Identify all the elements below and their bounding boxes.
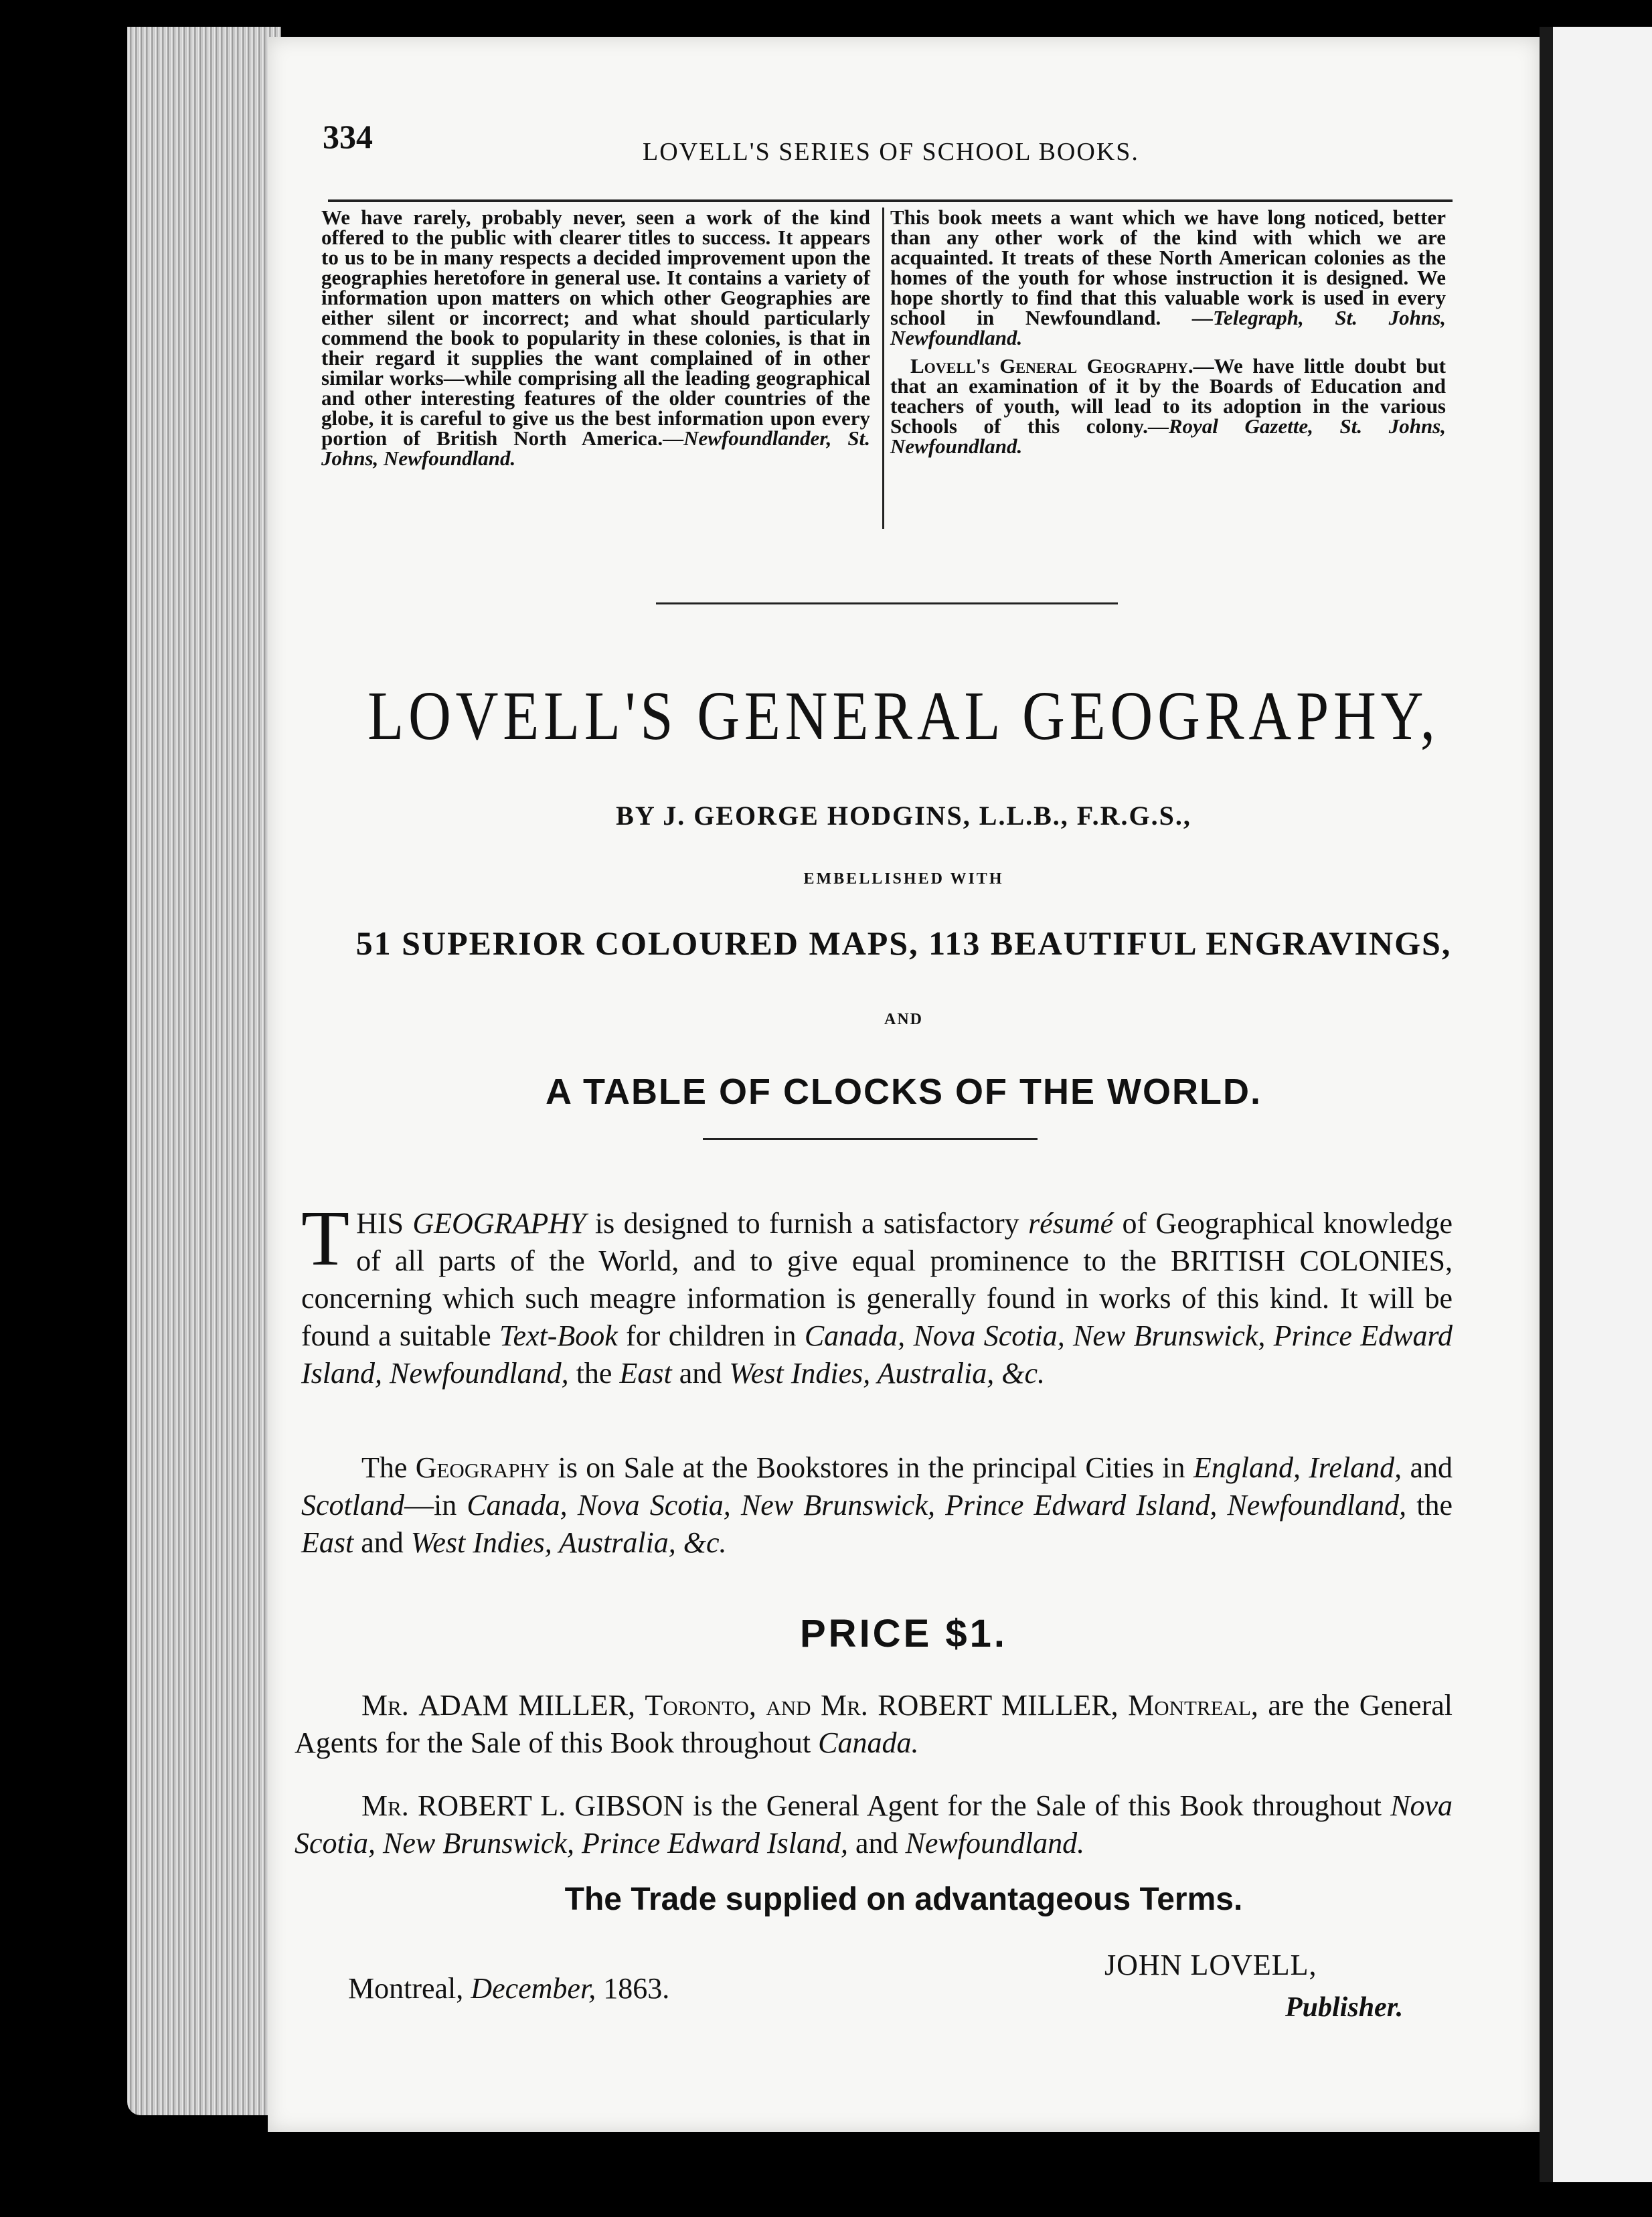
section-rule <box>656 602 1118 604</box>
header-rule <box>328 199 1453 202</box>
text-run: —in <box>404 1489 467 1522</box>
publisher-title: Publisher. <box>1285 1992 1404 2023</box>
text-run: is designed to furnish a satisfactory <box>586 1207 1029 1240</box>
text-run: December, <box>471 1972 596 2005</box>
text-run: ROBERT L. GIBSON <box>417 1789 685 1822</box>
book-page <box>268 37 1540 2132</box>
review-left-attribution: Newfoundlander, St. Johns, Newfoundland. <box>321 426 871 470</box>
text-run: for children in <box>617 1319 805 1352</box>
text-run: The <box>361 1451 416 1484</box>
text-run: England, Ireland, <box>1193 1451 1402 1484</box>
text-run: of Geographical knowledge of all parts of the World, and to give equal prominence to the BRITISH COLONIES, concerning which such meagre information is generally found in works of this kind. It will be found a suitable <box>301 1207 1453 1352</box>
table-of-clocks: A TABLE OF CLOCKS OF THE WORLD. <box>546 1072 1262 1112</box>
price: PRICE $1. <box>800 1612 1007 1655</box>
author-byline: BY J. GEORGE HODGINS, L.L.B., F.R.G.S., <box>616 801 1191 831</box>
text-run: and <box>671 1357 730 1390</box>
column-divider <box>882 208 884 529</box>
review-right-1-text: This book meets a want which we have long noticed, better than any other work of the kind with which we are acquainted. It treats of these North American colonies as the homes of the youth for whose instruction it is designed. We hope shortly to find that this valuable work is used in every school in Newfoundland. <box>890 206 1446 329</box>
review-right-2-lead: Lovell's General Geography. <box>910 354 1193 378</box>
review-right-2-attribution: Royal Gazette, St. Johns, Newfoundland. <box>890 414 1446 458</box>
and-connector: AND <box>884 1011 923 1028</box>
agents-maritimes <box>295 1787 1453 1862</box>
book-page-edges <box>127 27 281 2115</box>
trade-notice: The Trade supplied on advantageous Terms. <box>564 1882 1243 1917</box>
sale-paragraph <box>301 1449 1453 1562</box>
embellished-with: EMBELLISHED WITH <box>803 870 1004 888</box>
text-run: Montreal <box>1128 1689 1251 1722</box>
book-gutter <box>1540 27 1554 2182</box>
text-run: Scotland <box>301 1489 404 1522</box>
text-run: , are the General Agents for the Sale of this Book throughout <box>295 1689 1453 1759</box>
book-title: LOVELL'S GENERAL GEOGRAPHY, <box>367 677 1440 754</box>
text-run: Nova Scotia, New Brunswick, Prince Edward Island, <box>295 1789 1453 1860</box>
text-run: and <box>1402 1451 1453 1484</box>
text-run: ROBERT MILLER, <box>878 1689 1129 1722</box>
maps-engravings: 51 SUPERIOR COLOURED MAPS, 113 BEAUTIFUL ENGRAVINGS, <box>355 924 1452 962</box>
text-run: Newfoundland. <box>905 1827 1085 1860</box>
text-run: West Indies, Australia, &c. <box>729 1357 1045 1390</box>
text-run: Canada. <box>818 1726 919 1759</box>
text-run: and <box>847 1827 906 1860</box>
drop-cap: T <box>301 1194 350 1282</box>
text-run: Text-Book <box>499 1319 618 1352</box>
review-right-1-attribution: —Telegraph, St. Johns, Newfoundland. <box>890 306 1446 349</box>
text-run: Mr. <box>361 1689 419 1722</box>
text-run: HIS <box>356 1207 413 1240</box>
dateline <box>348 1971 669 2005</box>
text-run: 1863. <box>596 1972 670 2005</box>
title-rule <box>703 1138 1038 1140</box>
text-run: , and Mr. <box>748 1689 878 1722</box>
text-run: Mr. <box>361 1789 418 1822</box>
text-run: Canada, Nova Scotia, New Brunswick, Prince Edward Island, Newfoundland, <box>467 1489 1407 1522</box>
facing-page <box>1553 27 1652 2182</box>
text-run: résumé <box>1028 1207 1114 1240</box>
text-run: and <box>353 1526 411 1559</box>
text-run: West Indies, Australia, &c. <box>410 1526 727 1559</box>
text-run: ADAM MILLER, <box>418 1689 645 1722</box>
text-run: Toronto <box>645 1689 749 1722</box>
text-run: GEOGRAPHY <box>412 1207 586 1240</box>
text-run: is on Sale at the Bookstores in the principal Cities in <box>550 1451 1193 1484</box>
review-right-2-text: —We have little doubt but that an examination of it by the Boards of Education and teachers of youth, will lead to its adoption in the various Schools of this colony.— <box>890 354 1446 438</box>
text-run: Geography <box>415 1451 550 1484</box>
publisher-name: JOHN LOVELL, <box>1104 1949 1317 1981</box>
page-number: 334 <box>323 118 373 155</box>
text-run: is the General Agent for the Sale of this Book throughout <box>684 1789 1391 1822</box>
review-right <box>890 208 1446 465</box>
review-left <box>321 208 870 477</box>
agents-canada <box>295 1687 1453 1762</box>
text-run: the <box>1406 1489 1453 1522</box>
text-run: East <box>301 1526 354 1559</box>
description-paragraph <box>301 1194 1453 1392</box>
text-run: Canada, Nova Scotia, New Brunswick, Prince Edward Island, Newfoundland, <box>301 1319 1453 1390</box>
text-run: the <box>568 1357 620 1390</box>
text-run: Montreal, <box>348 1972 471 2005</box>
text-run: East <box>619 1357 672 1390</box>
running-head: LOVELL'S SERIES OF SCHOOL BOOKS. <box>643 138 1139 166</box>
review-left-text: We have rarely, probably never, seen a work of the kind offered to the public with clearer titles to success. It appears to us to be in many respects a decided improvement upon the geographies heretofore in general use. It contains a variety of information upon matters on which other Geographies are either silent or incorrect; and what should particularly commend the book to popularity in these colonies, is that in their regard it supplies the want complained of in other similar works—while comprising all the leading geographical and other interesting features of the older countries of the globe, it is careful to give us the best information upon every portion of British North America.— <box>321 206 870 450</box>
